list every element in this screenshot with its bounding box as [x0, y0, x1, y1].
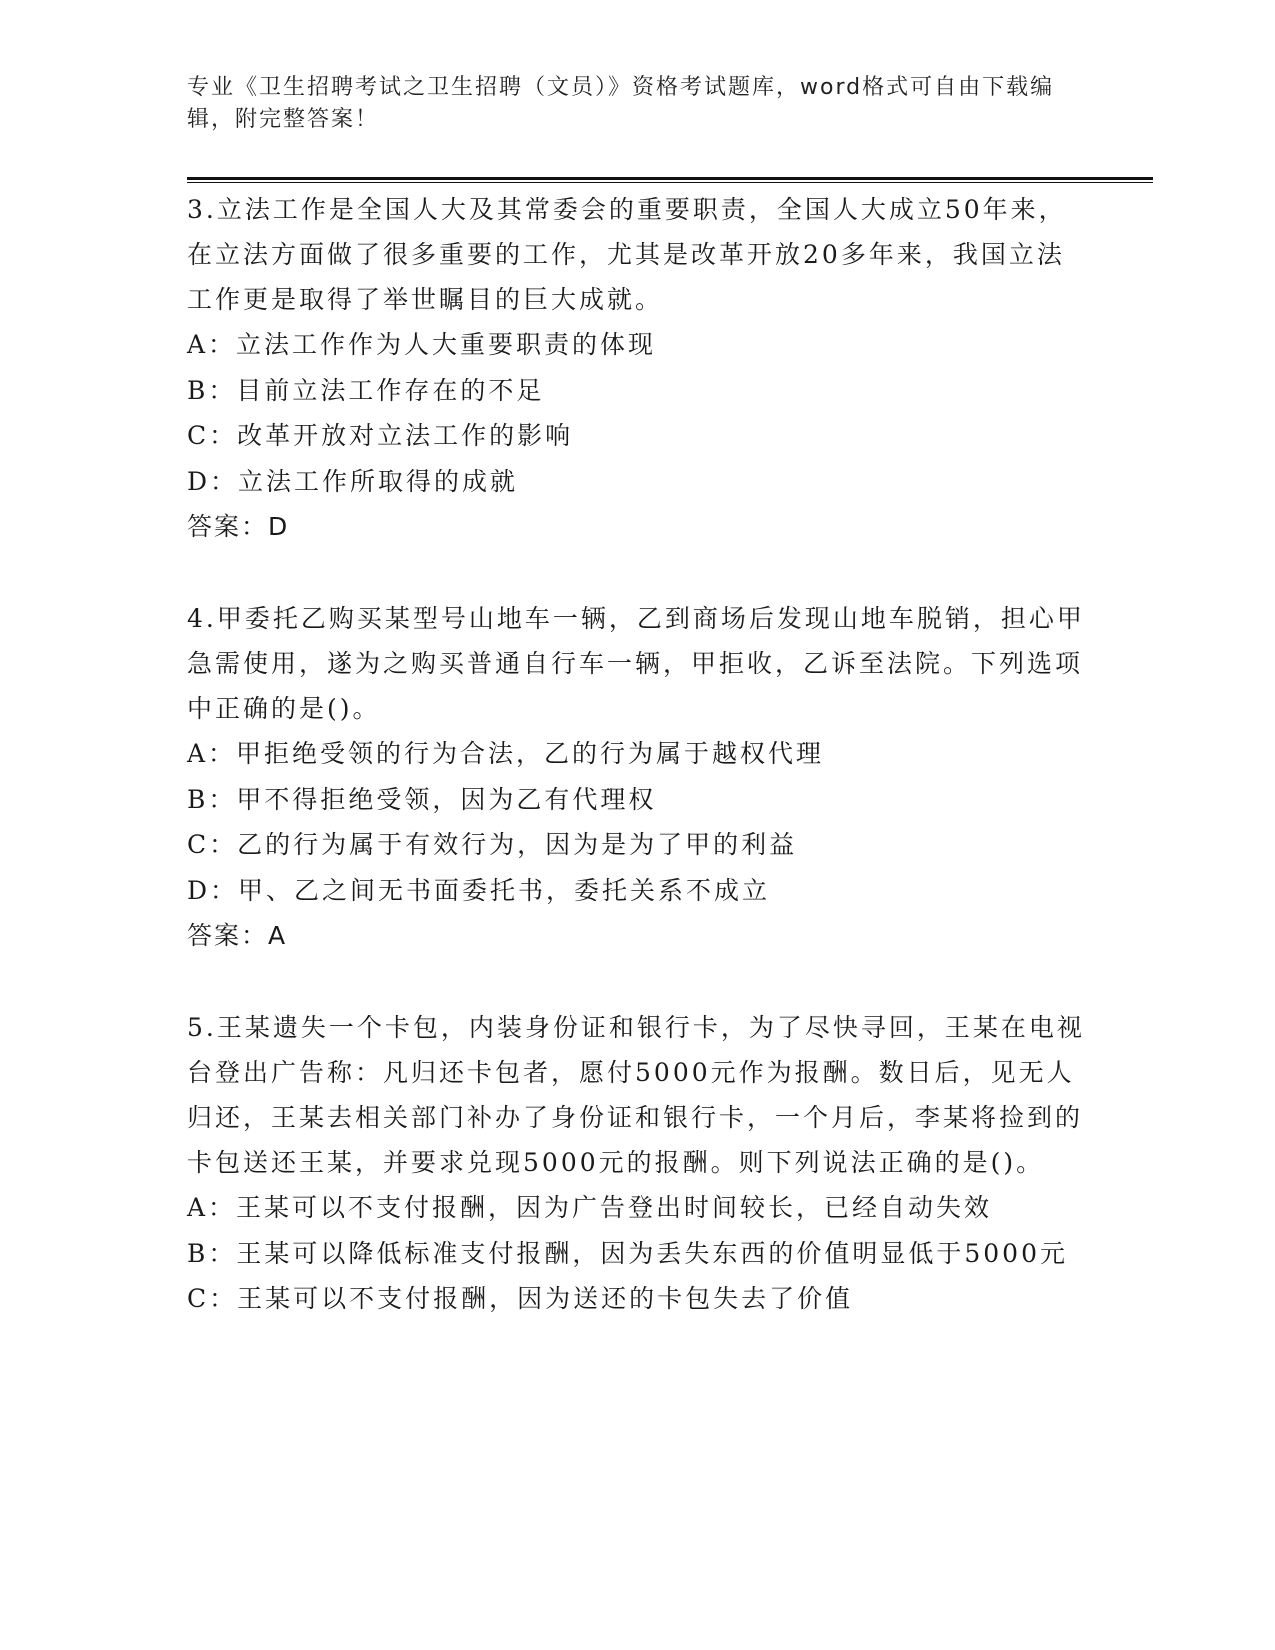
question-list	[187, 187, 1087, 1322]
question-3	[187, 187, 1087, 549]
option-c: C：改革开放对立法工作的影响	[187, 421, 574, 450]
option-a: A：甲拒绝受领的行为合法，乙的行为属于越权代理	[187, 739, 825, 768]
header-divider-thick	[187, 177, 1153, 180]
question-stem: 5.王某遗失一个卡包，内装身份证和银行卡，为了尽快寻回，王某在电视台登出广告称：凡归还卡包者，愿付5000元作为报酬。数日后，见无人归还，王某去相关部门补办了身份证和银行卡，一个月后，李某将捡到的卡包送还王某，并要求兑现5000元的报酬。则下列说法正确的是()。	[187, 1013, 1085, 1177]
document-header: 专业《卫生招聘考试之卫生招聘（文员）》资格考试题库，word格式可自由下载编辑，附完整答案！	[187, 75, 1055, 132]
question-spacer	[187, 958, 1087, 1005]
option-c: C：乙的行为属于有效行为，因为是为了甲的利益	[187, 830, 798, 859]
option-c: C：王某可以不支付报酬，因为送还的卡包失去了价值	[187, 1284, 854, 1313]
option-b: B：王某可以降低标准支付报酬，因为丢失东西的价值明显低于5000元	[187, 1238, 1068, 1268]
question-spacer	[187, 549, 1087, 596]
answer-label: 答案：D	[187, 512, 290, 541]
option-a: A：立法工作作为人大重要职责的体现	[187, 330, 657, 359]
answer-label: 答案：A	[187, 921, 288, 950]
option-b: B：甲不得拒绝受领，因为乙有代理权	[187, 784, 657, 814]
question-stem: 4.甲委托乙购买某型号山地车一辆，乙到商场后发现山地车脱销，担心甲急需使用，遂为之购买普通自行车一辆，甲拒收，乙诉至法院。下列选项中正确的是()。	[187, 604, 1085, 723]
question-stem: 3.立法工作是全国人大及其常委会的重要职责，全国人大成立50年来，在立法方面做了很多重要的工作，尤其是改革开放20多年来，我国立法工作更是取得了举世瞩目的巨大成就。	[187, 195, 1067, 314]
header-divider-thin	[187, 182, 1153, 183]
option-d: D：甲、乙之间无书面委托书，委托关系不成立	[187, 875, 771, 905]
question-4	[187, 596, 1087, 958]
option-a: A：王某可以不支付报酬，因为广告登出时间较长，已经自动失效	[187, 1193, 993, 1222]
question-5	[187, 1005, 1087, 1322]
option-b: B：目前立法工作存在的不足	[187, 375, 545, 405]
option-d: D：立法工作所取得的成就	[187, 466, 519, 496]
